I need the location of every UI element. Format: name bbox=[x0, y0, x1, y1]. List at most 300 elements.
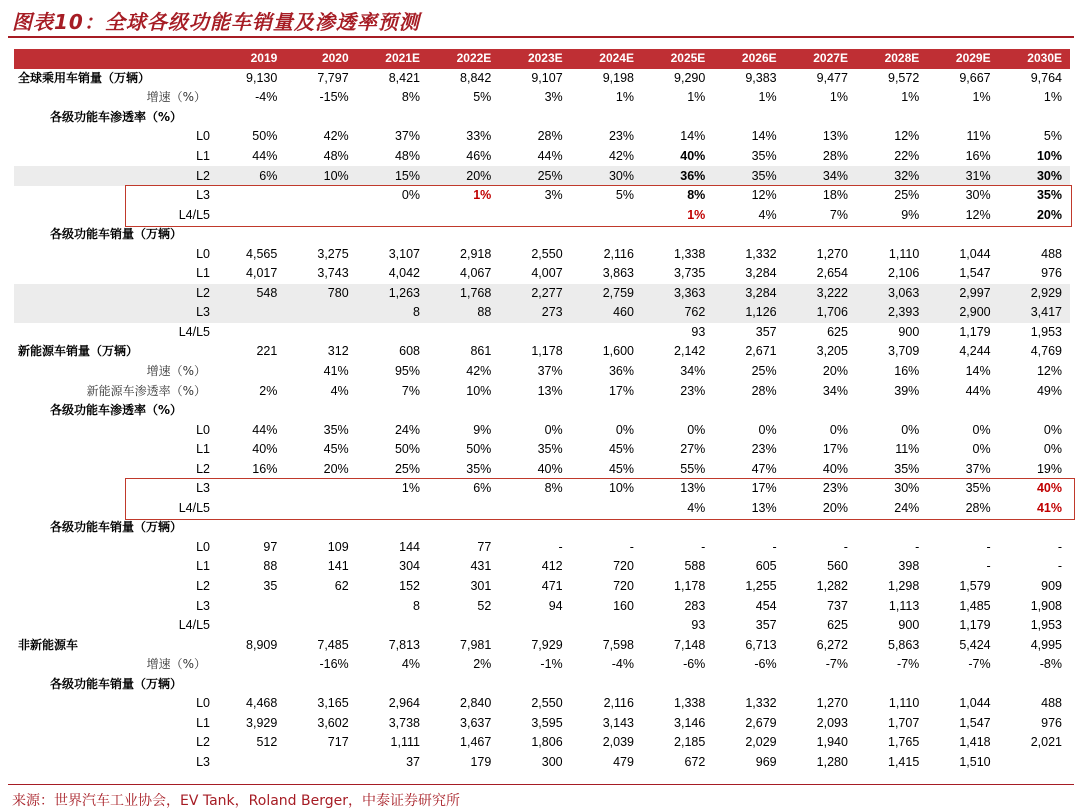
table-cell: 9,198 bbox=[602, 70, 634, 85]
table-cell bbox=[357, 499, 428, 519]
table-cell: 40% bbox=[537, 461, 563, 476]
table-cell bbox=[642, 518, 713, 538]
row-label: L0 bbox=[196, 422, 210, 437]
table-cell: 2,116 bbox=[603, 696, 634, 711]
row-label: L2 bbox=[14, 166, 214, 186]
table-cell: 28% bbox=[965, 500, 991, 515]
table-cell: 1,332 bbox=[745, 696, 777, 711]
table-cell bbox=[571, 323, 642, 343]
table-cell bbox=[999, 518, 1070, 538]
table-cell bbox=[357, 675, 428, 695]
table-row bbox=[14, 381, 1070, 401]
table-cell: 28% bbox=[822, 149, 848, 163]
table-cell: 20% bbox=[323, 461, 349, 476]
table-cell: 1,179 bbox=[959, 324, 991, 339]
table-cell: 1% bbox=[687, 90, 706, 105]
table-cell: 3,363 bbox=[642, 284, 713, 304]
table-cell bbox=[428, 205, 499, 225]
table-cell: -4% bbox=[611, 657, 634, 672]
table-cell bbox=[927, 518, 998, 538]
table-cell bbox=[499, 675, 570, 695]
table-cell bbox=[214, 499, 285, 519]
table-row bbox=[14, 557, 1070, 577]
table-cell bbox=[285, 108, 356, 128]
table-cell: 9,477 bbox=[816, 70, 848, 85]
table-cell: 625 bbox=[827, 618, 848, 633]
table-row bbox=[14, 694, 1070, 714]
table-cell bbox=[999, 108, 1070, 128]
table-cell: 2,918 bbox=[460, 246, 492, 261]
row-label: L4/L5 bbox=[178, 500, 210, 515]
table-cell: 48% bbox=[323, 149, 349, 163]
table-cell: 34% bbox=[785, 166, 856, 186]
table-cell: 93 bbox=[691, 324, 706, 339]
table-cell bbox=[214, 362, 285, 382]
table-cell bbox=[571, 225, 642, 245]
table-cell: 37% bbox=[394, 129, 420, 144]
table-row bbox=[14, 577, 1070, 597]
table-cell: 9,107 bbox=[531, 70, 563, 85]
table-cell: 1,332 bbox=[745, 246, 777, 261]
table-cell bbox=[214, 753, 285, 773]
table-cell: -7% bbox=[897, 657, 920, 672]
table-cell: 3,417 bbox=[999, 303, 1070, 323]
table-row bbox=[14, 166, 1070, 186]
table-row bbox=[14, 108, 1070, 128]
table-cell: 0% bbox=[687, 422, 706, 437]
table-row bbox=[14, 342, 1070, 362]
header-year: 2019 bbox=[214, 49, 285, 69]
table-cell: 41% bbox=[323, 364, 349, 379]
table-cell bbox=[357, 205, 428, 225]
table-cell: 1,110 bbox=[888, 696, 920, 711]
table-cell bbox=[214, 225, 285, 245]
table-cell bbox=[856, 518, 927, 538]
table-cell bbox=[571, 205, 642, 225]
table-cell: 7,929 bbox=[531, 637, 563, 652]
table-cell: 3,743 bbox=[317, 266, 349, 281]
table-cell: 479 bbox=[613, 754, 634, 769]
table-cell bbox=[499, 225, 570, 245]
table-cell: 1,765 bbox=[888, 735, 920, 750]
table-cell: 1,044 bbox=[959, 696, 991, 711]
table-cell: 11% bbox=[966, 129, 991, 144]
table-cell: 30% bbox=[571, 166, 642, 186]
table-cell: 2,142 bbox=[674, 344, 706, 359]
forecast-table bbox=[14, 49, 1070, 772]
header-year: 2022E bbox=[428, 49, 499, 69]
table-cell bbox=[571, 401, 642, 421]
table-cell bbox=[357, 616, 428, 636]
table-cell: 3,284 bbox=[713, 284, 784, 304]
table-cell: 5,424 bbox=[959, 637, 991, 652]
table-cell: 720 bbox=[613, 579, 634, 594]
row-label: L3 bbox=[196, 754, 210, 769]
table-cell bbox=[499, 323, 570, 343]
row-label: 各级功能车渗透率（%） bbox=[50, 403, 183, 418]
table-cell bbox=[571, 675, 642, 695]
table-row bbox=[14, 88, 1070, 108]
table-cell: 1,768 bbox=[428, 284, 499, 304]
table-row bbox=[14, 264, 1070, 284]
table-cell: 720 bbox=[613, 559, 634, 574]
table-cell: 780 bbox=[285, 284, 356, 304]
table-cell: 40% bbox=[680, 149, 706, 163]
row-label: L0 bbox=[196, 246, 210, 261]
table-cell: 25% bbox=[394, 461, 420, 476]
table-cell: 9,130 bbox=[246, 70, 278, 85]
table-cell: 23% bbox=[608, 129, 634, 144]
table-cell bbox=[713, 108, 784, 128]
table-cell bbox=[571, 616, 642, 636]
table-cell: 8,421 bbox=[388, 70, 420, 85]
table-cell bbox=[499, 108, 570, 128]
source-note: 来源：世界汽车工业协会，EV Tank，Roland Berger，中泰证券研究所 bbox=[12, 793, 460, 809]
table-cell bbox=[214, 323, 285, 343]
table-cell: 301 bbox=[470, 579, 492, 594]
table-cell: 37% bbox=[537, 364, 563, 379]
table-cell: 6% bbox=[214, 166, 285, 186]
table-cell: 35% bbox=[1036, 188, 1062, 203]
table-cell: 19% bbox=[1036, 461, 1062, 476]
table-cell: 39% bbox=[894, 383, 920, 398]
row-label: L4/L5 bbox=[178, 618, 210, 633]
table-cell bbox=[357, 518, 428, 538]
table-cell: 1,338 bbox=[674, 696, 706, 711]
row-label: L0 bbox=[196, 129, 210, 144]
table-cell: 1,113 bbox=[888, 598, 920, 613]
table-cell: 25% bbox=[894, 188, 920, 203]
table-cell: 34% bbox=[680, 364, 706, 379]
table-cell bbox=[499, 205, 570, 225]
header-year: 2026E bbox=[713, 49, 784, 69]
table-cell bbox=[214, 401, 285, 421]
title-divider bbox=[8, 36, 1074, 38]
table-cell: 160 bbox=[613, 598, 634, 613]
table-cell: 312 bbox=[327, 344, 349, 359]
table-cell: 52 bbox=[477, 598, 492, 613]
table-cell: 2,671 bbox=[745, 344, 777, 359]
table-cell: 10% bbox=[1036, 149, 1062, 163]
table-cell: 6,272 bbox=[816, 637, 848, 652]
table-cell: 37 bbox=[406, 754, 420, 769]
table-cell: 10% bbox=[285, 166, 356, 186]
table-cell: 861 bbox=[470, 344, 492, 359]
table-cell: 1,263 bbox=[357, 284, 428, 304]
table-cell: 1,547 bbox=[959, 266, 991, 281]
table-cell bbox=[499, 616, 570, 636]
row-label: 增速（%） bbox=[146, 364, 206, 379]
table-cell bbox=[285, 225, 356, 245]
row-label: 增速（%） bbox=[146, 90, 206, 105]
table-cell: 3,738 bbox=[388, 715, 420, 730]
table-cell: 35% bbox=[894, 461, 920, 476]
row-label: L3 bbox=[196, 188, 210, 203]
table-cell: 179 bbox=[470, 754, 492, 769]
table-cell: 1% bbox=[1043, 90, 1062, 105]
table-row bbox=[14, 635, 1070, 655]
table-cell: 2,654 bbox=[816, 266, 848, 281]
table-cell: 1,415 bbox=[888, 754, 920, 769]
table-cell: 588 bbox=[684, 559, 706, 574]
table-cell: 1% bbox=[401, 481, 420, 496]
table-cell bbox=[428, 225, 499, 245]
table-row bbox=[14, 362, 1070, 382]
table-cell: 45% bbox=[608, 442, 634, 457]
table-cell: 17% bbox=[822, 442, 848, 457]
table-cell: 45% bbox=[608, 461, 634, 476]
table-cell: 3,107 bbox=[388, 246, 420, 261]
table-cell: 3,063 bbox=[856, 284, 927, 304]
table-cell: 13% bbox=[751, 500, 777, 515]
table-cell: 12% bbox=[1036, 364, 1062, 379]
table-cell: -1% bbox=[540, 657, 563, 672]
table-cell: 35% bbox=[965, 481, 991, 496]
table-cell: 7,485 bbox=[317, 637, 349, 652]
table-cell bbox=[285, 753, 356, 773]
page-title: 图表10：全球各级功能车销量及渗透率预测 bbox=[12, 10, 420, 34]
table-cell: 2,900 bbox=[927, 303, 998, 323]
table-row bbox=[14, 733, 1070, 753]
table-cell: 45% bbox=[323, 442, 349, 457]
row-label: L3 bbox=[196, 481, 210, 496]
table-cell: 8% bbox=[401, 90, 420, 105]
header-year: 2028E bbox=[856, 49, 927, 69]
table-cell: 548 bbox=[214, 284, 285, 304]
table-cell: 25% bbox=[751, 364, 777, 379]
table-cell: 30% bbox=[965, 188, 991, 203]
table-cell bbox=[357, 225, 428, 245]
table-cell: 717 bbox=[327, 735, 349, 750]
table-cell: 48% bbox=[394, 149, 420, 163]
table-cell: 672 bbox=[684, 754, 706, 769]
table-cell: 0% bbox=[758, 422, 777, 437]
table-cell bbox=[285, 596, 356, 616]
table-row bbox=[14, 616, 1070, 636]
table-cell: 2,550 bbox=[531, 696, 563, 711]
table-cell bbox=[214, 675, 285, 695]
table-cell bbox=[285, 186, 356, 206]
table-cell: 4,017 bbox=[246, 266, 278, 281]
table-cell bbox=[214, 205, 285, 225]
table-cell: 1,707 bbox=[888, 715, 920, 730]
table-cell: 44% bbox=[252, 149, 278, 163]
table-cell: 4,007 bbox=[531, 266, 563, 281]
table-cell bbox=[713, 675, 784, 695]
table-cell: 2,093 bbox=[816, 715, 848, 730]
table-cell bbox=[642, 401, 713, 421]
table-cell: 6,713 bbox=[745, 637, 777, 652]
table-cell: 9% bbox=[901, 207, 920, 222]
table-cell: 7% bbox=[401, 383, 420, 398]
table-cell: 10% bbox=[466, 383, 492, 398]
table-row bbox=[14, 127, 1070, 147]
table-cell: 4,244 bbox=[959, 344, 991, 359]
table-cell: 37% bbox=[965, 461, 991, 476]
table-cell: 488 bbox=[1041, 696, 1062, 711]
table-cell: 31% bbox=[927, 166, 998, 186]
table-cell: 40% bbox=[822, 461, 848, 476]
table-cell: -7% bbox=[825, 657, 848, 672]
table-cell: 1,179 bbox=[959, 618, 991, 633]
table-cell: 1,806 bbox=[531, 735, 563, 750]
row-label: 各级功能车销量（万辆） bbox=[50, 520, 183, 535]
table-cell: 1,270 bbox=[816, 696, 848, 711]
table-row bbox=[14, 69, 1070, 89]
table-cell: 8,909 bbox=[246, 637, 278, 652]
table-cell: 27% bbox=[680, 442, 706, 457]
table-cell: 3% bbox=[544, 90, 563, 105]
table-cell: 42% bbox=[608, 149, 634, 163]
table-cell: 9,383 bbox=[745, 70, 777, 85]
table-cell: 35% bbox=[751, 149, 777, 163]
header-year: 2029E bbox=[927, 49, 998, 69]
table-cell: 44% bbox=[537, 149, 563, 163]
table-cell: 22% bbox=[894, 149, 920, 163]
table-cell: 1,510 bbox=[959, 754, 991, 769]
table-cell bbox=[713, 518, 784, 538]
table-cell bbox=[285, 499, 356, 519]
table-cell: 4,995 bbox=[1030, 637, 1062, 652]
table-cell bbox=[571, 108, 642, 128]
table-cell: 7,598 bbox=[602, 637, 634, 652]
table-cell: 55% bbox=[680, 461, 706, 476]
table-cell: 357 bbox=[755, 618, 777, 633]
table-header-row bbox=[14, 49, 1070, 69]
table-cell: 23% bbox=[751, 442, 777, 457]
table-cell: 94 bbox=[548, 598, 563, 613]
table-cell: 1,547 bbox=[959, 715, 991, 730]
table-cell bbox=[785, 675, 856, 695]
table-cell: 1,126 bbox=[713, 303, 784, 323]
table-cell: 0% bbox=[1043, 422, 1062, 437]
table-cell: 35% bbox=[466, 461, 492, 476]
table-cell: 62 bbox=[334, 579, 349, 594]
table-cell: 17% bbox=[608, 383, 634, 398]
table-cell: 42% bbox=[466, 364, 492, 379]
table-cell: 23% bbox=[680, 383, 706, 398]
table-cell: 4% bbox=[330, 383, 349, 398]
table-row bbox=[14, 244, 1070, 264]
table-row bbox=[14, 225, 1070, 245]
table-cell: 9,667 bbox=[959, 70, 991, 85]
table-cell: 7,148 bbox=[674, 637, 706, 652]
table-cell: -4% bbox=[255, 90, 278, 105]
table-cell bbox=[927, 225, 998, 245]
table-cell: 8,842 bbox=[460, 70, 492, 85]
table-cell bbox=[428, 675, 499, 695]
row-label: L1 bbox=[196, 715, 210, 730]
table-cell bbox=[214, 303, 285, 323]
table-cell: 1,953 bbox=[1030, 324, 1062, 339]
table-cell: 976 bbox=[1041, 715, 1062, 730]
table-cell: 762 bbox=[642, 303, 713, 323]
table-cell bbox=[428, 401, 499, 421]
table-row bbox=[14, 538, 1070, 558]
table-cell bbox=[856, 401, 927, 421]
table-row bbox=[14, 596, 1070, 616]
table-cell: -6% bbox=[754, 657, 777, 672]
table-cell: 300 bbox=[541, 754, 563, 769]
table-cell bbox=[642, 108, 713, 128]
table-cell: 50% bbox=[252, 129, 278, 144]
table-cell bbox=[428, 108, 499, 128]
table-cell: 1,953 bbox=[1030, 618, 1062, 633]
table-cell: 50% bbox=[394, 442, 420, 457]
table-cell: - bbox=[843, 539, 848, 554]
table-cell: 1,418 bbox=[959, 735, 991, 750]
row-label: L2 bbox=[14, 284, 214, 304]
table-cell: 488 bbox=[1041, 246, 1062, 261]
row-label: 各级功能车销量（万辆） bbox=[50, 227, 183, 242]
table-row bbox=[14, 499, 1070, 519]
table-row bbox=[14, 440, 1070, 460]
table-cell bbox=[856, 108, 927, 128]
table-cell bbox=[357, 108, 428, 128]
table-cell: 1,706 bbox=[785, 303, 856, 323]
table-cell: 16% bbox=[252, 461, 278, 476]
table-cell: 77 bbox=[477, 539, 492, 554]
table-cell: 30% bbox=[999, 166, 1070, 186]
table-cell: 33% bbox=[466, 129, 492, 144]
table-cell: 8% bbox=[544, 481, 563, 496]
table-cell: 1% bbox=[687, 207, 706, 222]
table-cell: 4,769 bbox=[1030, 344, 1062, 359]
table-cell: 3,222 bbox=[785, 284, 856, 304]
table-cell: 4% bbox=[758, 207, 777, 222]
table-cell: 35% bbox=[323, 422, 349, 437]
table-cell bbox=[927, 108, 998, 128]
table-cell: 93 bbox=[691, 618, 706, 633]
table-cell: 560 bbox=[827, 559, 848, 574]
row-label: 新能源车销量（万辆） bbox=[18, 344, 139, 359]
table-cell: 5% bbox=[1043, 129, 1062, 144]
row-label: L2 bbox=[196, 461, 210, 476]
table-cell: 1,298 bbox=[888, 579, 920, 594]
table-cell: 398 bbox=[898, 559, 920, 574]
row-label: L4/L5 bbox=[178, 324, 210, 339]
row-label: L1 bbox=[196, 442, 210, 457]
row-label: L2 bbox=[196, 735, 210, 750]
table-cell bbox=[642, 675, 713, 695]
row-label: L1 bbox=[196, 149, 210, 163]
table-cell: 2,997 bbox=[927, 284, 998, 304]
table-cell: 7% bbox=[829, 207, 848, 222]
table-cell: 7,797 bbox=[317, 70, 349, 85]
table-cell: 1,178 bbox=[674, 579, 706, 594]
table-cell: 8 bbox=[357, 303, 428, 323]
table-cell bbox=[499, 499, 570, 519]
table-cell: 35 bbox=[263, 579, 278, 594]
table-cell bbox=[285, 303, 356, 323]
table-row bbox=[14, 459, 1070, 479]
table-body bbox=[14, 69, 1070, 773]
table-cell: 0% bbox=[544, 422, 563, 437]
table-cell: 2,759 bbox=[571, 284, 642, 304]
table-cell: 88 bbox=[263, 559, 278, 574]
table-cell: 7,813 bbox=[388, 637, 420, 652]
table-cell: 14% bbox=[751, 129, 777, 144]
row-label: L1 bbox=[196, 559, 210, 574]
table-cell: 471 bbox=[541, 579, 563, 594]
row-label: L4/L5 bbox=[178, 207, 210, 222]
table-row bbox=[14, 401, 1070, 421]
table-cell: 2,021 bbox=[1030, 735, 1062, 750]
table-cell: 909 bbox=[1041, 579, 1062, 594]
table-cell: 32% bbox=[856, 166, 927, 186]
table-cell: 23% bbox=[822, 481, 848, 496]
table-cell bbox=[571, 518, 642, 538]
